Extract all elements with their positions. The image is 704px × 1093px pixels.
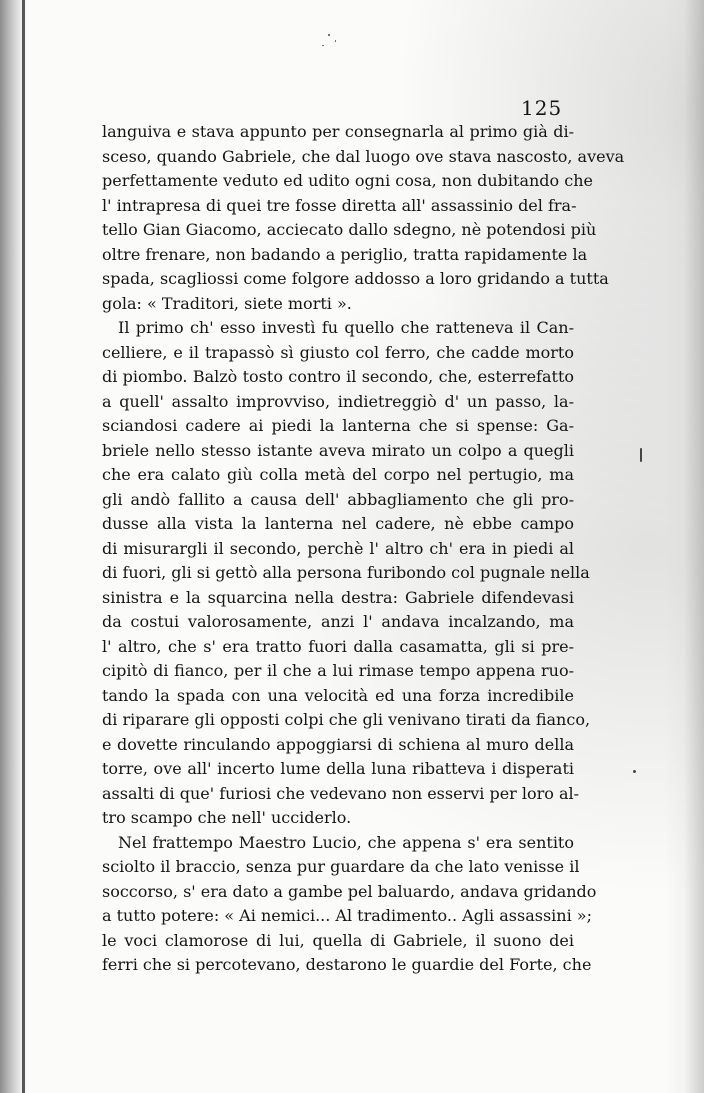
text-line: spada, scagliossi come folgore addosso a loro gridando a tutta <box>102 269 609 288</box>
text-line: oltre frenare, non badando a periglio, tratta rapidamente la <box>102 244 588 264</box>
text-line: torre, ove all' incerto lume della luna ribatteva i disperati <box>102 759 574 778</box>
text-line: e dovette rinculando appoggiarsi di schiena al muro della <box>102 734 574 754</box>
text-line: l' intrapresa di quei tre fosse diretta all' assassinio del fra- <box>102 195 577 215</box>
text-line: briele nello stesso istante aveva mirato un colpo a quegli <box>102 440 574 460</box>
page-edge-shadow <box>664 0 704 1093</box>
text-line: Nel frattempo Maestro Lucio, che appena s' era sentito <box>118 832 574 852</box>
text-line: le voci clamorose di lui, quella di Gabriele, il suono dei <box>102 930 574 950</box>
text-line: cipitò di fianco, per il che a lui rimase tempo appena ruo- <box>102 661 574 680</box>
text-line: di riparare gli opposti colpi che gli venivano tirati da fianco, <box>102 710 591 729</box>
text-line: sciolto il braccio, senza pur guardare da che lato venisse il <box>102 857 580 876</box>
paragraph <box>102 120 625 316</box>
text-line: di piombo. Balzò tosto contro il secondo, che, esterrefatto <box>102 367 574 386</box>
text-line: celliere, e il trapassò sì giusto col ferro, che cadde morto <box>102 342 574 362</box>
paper-speck <box>640 448 642 462</box>
text-line: che era calato giù colla metà del corpo nel pertugio, ma <box>102 465 574 484</box>
text-line: sceso, quando Gabriele, che dal luogo ove stava nascosto, aveva <box>102 146 625 166</box>
body-text <box>102 120 625 978</box>
page-binding-edge <box>22 0 25 1093</box>
paper-speck <box>322 45 324 46</box>
text-line: sciandosi cadere ai piedi la lanterna che si spense: Ga- <box>102 416 574 435</box>
text-line: sinistra e la squarcina nella destra: Gabriele difendevasi <box>102 587 574 607</box>
text-line: ferri che si percotevano, destarono le guardie del Forte, che <box>102 955 592 974</box>
text-line: tro scampo che nell' ucciderlo. <box>102 808 352 827</box>
text-line: languiva e stava appunto per consegnarla al primo già di- <box>102 122 574 141</box>
paper-speck <box>633 770 636 773</box>
text-line: soccorso, s' era dato a gambe pel baluardo, andava gridando <box>102 881 597 901</box>
text-line: gli andò fallito a causa dell' abbagliamento che gli pro- <box>102 489 574 509</box>
text-line: da costui valorosamente, anzi l' andava incalzando, ma <box>102 612 574 631</box>
paragraph <box>102 316 591 831</box>
paper-speck <box>328 34 330 36</box>
text-line: di fuori, gli si gettò alla persona furibondo col pugnale nella <box>102 563 590 582</box>
text-line: tando la spada con una velocità ed una forza incredibile <box>102 685 574 705</box>
text-line: assalti di que' furiosi che vedevano non esservi per loro al- <box>102 783 580 803</box>
text-line: a tutto potere: « Ai nemici... Al tradimento.. Agli assassini »; <box>102 906 592 925</box>
text-line: l' altro, che s' era tratto fuori dalla casamatta, gli si pre- <box>102 636 574 656</box>
text-line: gola: « Traditori, siete morti ». <box>102 293 352 313</box>
text-line: Il primo ch' esso investì fu quello che ratteneva il Can- <box>118 318 574 337</box>
text-line: tello Gian Giacomo, acciecato dallo sdegno, nè potendosi più <box>102 220 597 239</box>
text-line: di misurargli il secondo, perchè l' altro ch' era in piedi al <box>102 538 574 558</box>
text-line: dusse alla vista la lanterna nel cadere, nè ebbe campo <box>102 514 574 533</box>
page-number: 125 <box>521 96 563 120</box>
text-line: perfettamente veduto ed udito ogni cosa, non dubitando che <box>102 171 593 190</box>
paper-speck <box>335 40 336 42</box>
text-line: a quell' assalto improvviso, indietreggiò d' un passo, la- <box>102 391 574 411</box>
paragraph <box>102 831 597 978</box>
